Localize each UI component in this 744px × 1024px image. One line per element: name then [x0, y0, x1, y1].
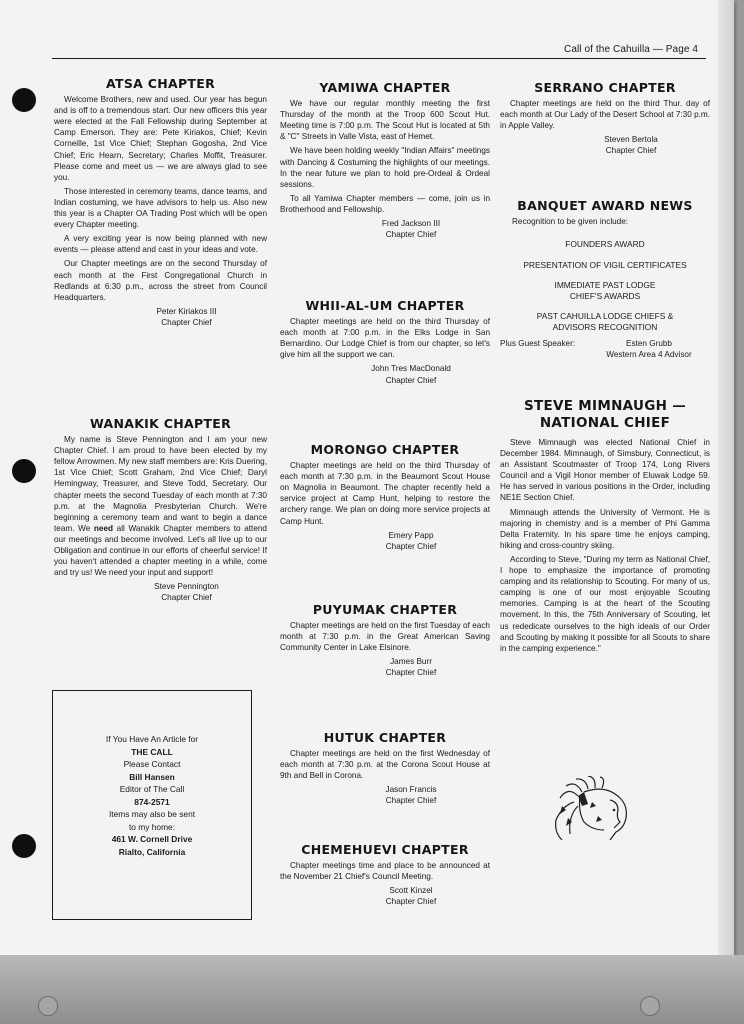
speaker-role: Western Area 4 Advisor: [606, 350, 692, 360]
article-title: MORONGO CHAPTER: [310, 442, 460, 457]
indian-chief-headdress-icon: [548, 776, 648, 846]
article-wanakik: [54, 418, 267, 604]
box-line: Bill Hansen: [129, 771, 175, 782]
signature-role: Chapter Chief: [385, 796, 437, 806]
article-title: ATSA CHAPTER: [105, 76, 216, 91]
title-line: STEVE MIMNAUGH —: [523, 398, 687, 414]
page-header: Call of the Cahuilla — Page 4: [564, 44, 699, 55]
article-title: PUYUMAK CHAPTER: [312, 602, 458, 617]
box-line: Items may also be sent: [108, 809, 196, 819]
article-whii-al-um: [280, 300, 490, 386]
signature-role: Chapter Chief: [385, 541, 437, 551]
article-hutuk: [280, 732, 490, 807]
signature-name: Steve Pennington: [154, 582, 219, 592]
award-line: IMMEDIATE PAST LODGE: [554, 280, 656, 291]
article-title: [500, 398, 710, 432]
article-serrano: [500, 82, 710, 157]
article-mimnaugh: [500, 398, 710, 657]
paragraph: Chapter meetings are held on the third Thur. day of each month at Our Lady of the Desert School at 7:30 p.m. in Apple Valley.: [500, 99, 710, 131]
article-title: CHEMEHUEVI CHAPTER: [301, 842, 469, 857]
article-title: HUTUK CHAPTER: [323, 730, 447, 745]
signature-name: James Burr: [390, 657, 432, 667]
paragraph-text: My name is Steve Pennington and I am your new Chapter Chief. I am proud to have been elected by my fellow Arrowmen. My new staff members are: Kris Duering, 1st Vice Chief; Scott Graham, 2nd Vice Chief; Daryl Hemingway, Treasurer, and Steve Todd, Secretary. Our chapter meets the second Tuesday of each month at 7:30 p.m. at the Magnolia Presbyterian Church. We're beginning a ceremony team and want to begin a dance team. We: [54, 435, 267, 533]
paragraph: Welcome Brothers, new and used. Our year has begun and is off to a tremendous start. Our new officers this year were elected at the Fall Fellowship during September at Camp Emerson. They are: Pete Kiriakos, Chief; Kevin Corneille, 1st Vice Chief; Stephan Gogosha, 2nd Vice Chief; Eric Hearn, Secretary; Charles Moffit, Treasurer. Please come and meet us — we are always glad to see you.: [54, 95, 267, 182]
signature-name: Jason Francis: [385, 785, 437, 795]
article-puyumak: [280, 604, 490, 679]
article-banquet: [500, 200, 710, 362]
signature-role: Chapter Chief: [385, 668, 437, 678]
article-morongo: [280, 444, 490, 552]
article-title: BANQUET AWARD NEWS: [517, 198, 693, 213]
paragraph: Steve Mimnaugh was elected National Chief in December 1984. Mimnaugh, of Simsbury, Connecticut, is an Assistant Scoutmaster of Troop 174, Long Rivers Council and a Vigil Honor member of Eluwak Lodge 59. He has served in various positions in the Order, including NE1E Section Chief.: [500, 438, 710, 503]
paragraph: Chapter meetings time and place to be announced at the November 21 Chief's Council Meeting.: [280, 861, 490, 882]
paragraph: A very exciting year is now being planned with new events — please attend and cast in your ideas and vote.: [54, 234, 267, 255]
box-line: 874-2571: [134, 796, 170, 807]
binder-hole-icon: [12, 459, 36, 483]
binder-hole-icon: [12, 88, 36, 112]
signature-name: Fred Jackson III: [381, 219, 441, 229]
box-line: THE CALL: [131, 746, 173, 757]
paragraph: Chapter meetings are held on the third Thursday of each month at 7:30 p.m. in the Beaumont Scout House on Magnolia in Beaumont. The chapter recently held a service project at Camp Hunt, helping to restore the archery range. We plan on doing more service projects at Camp Hunt.: [280, 461, 490, 526]
box-line: Rialto, California: [118, 846, 186, 857]
paragraph: To all Yamiwa Chapter members — come, join us in Brotherhood and Fellowship.: [280, 193, 490, 214]
paragraph: Our Chapter meetings are on the second Thursday of each month at the First Congregational Church in Redlands at 6:30 p.m., across the street from Council Headquarters.: [54, 259, 267, 302]
article-chemehuevi: [280, 844, 490, 907]
binder-hole-icon: [12, 834, 36, 858]
header-divider: [52, 58, 706, 59]
signature-name: Peter Kiriakos III: [156, 306, 217, 316]
award-item: PRESENTATION OF VIGIL CERTIFICATES: [523, 259, 687, 270]
box-line: to my home:: [128, 821, 176, 832]
signature-role: Chapter Chief: [161, 317, 212, 327]
signature-role: Chapter Chief: [385, 375, 437, 385]
box-line: Editor of The Call: [119, 784, 185, 794]
speaker-name: Esten Grubb: [626, 339, 672, 349]
article-title: YAMIWA CHAPTER: [319, 80, 451, 95]
paragraph-text: all Wanakik Chapter members to attend our meetings and become involved. Let's all live up to our Obligation and continue in our efforts of cheerful service! If you haven't attended a chapter meeting in a while, come and try us! We need your input and support!: [54, 523, 267, 578]
signature-role: Chapter Chief: [605, 146, 657, 156]
paragraph: According to Steve, "During my term as National Chief, I hope to emphasize the importance of promoting camping and its relationship to Scouting. For many of us, camping is one of our most enjoyable Scouting memories. Camping is at the heart of the Scouting movement. In this, the 75th Anniversary of Scouting, let us rededicate ourselves to the high ideals of our Order and Scouting by making it possible for all Scouts to share in the camping experience.": [500, 554, 710, 653]
award-line: CHIEF'S AWARDS: [569, 290, 641, 301]
box-line: Please Contact: [123, 759, 181, 769]
binder-ring-icon: [38, 996, 58, 1016]
signature-name: Steven Bertola: [604, 135, 658, 145]
title-line: NATIONAL CHIEF: [539, 415, 671, 431]
signature-role: Chapter Chief: [385, 230, 437, 240]
emphasis-text: need: [93, 523, 114, 533]
article-title: WHII-AL-UM CHAPTER: [305, 298, 465, 313]
signature-name: John Tres MacDonald: [371, 364, 451, 374]
underlying-sheet: [0, 955, 744, 1024]
paragraph: We have our regular monthly meeting the first Thursday of the month at the Troop 600 Scout Hut. Meeting time is 7:00 p.m. The Scout Hut is located at 5th & "C" Streets in Valle Vista, east of Hemet.: [280, 99, 490, 142]
box-line: If You Have An Article for: [105, 734, 199, 744]
guest-speaker: [500, 338, 710, 362]
signature-name: Emery Papp: [388, 530, 434, 540]
article-title: WANAKIK CHAPTER: [89, 416, 232, 431]
speaker-info: [594, 338, 704, 360]
paragraph: Chapter meetings are held on the first Tuesday of each month at 7:30 p.m. in the Great American Saving Community Center in Lake Elsinore.: [280, 621, 490, 653]
award-item: FOUNDERS AWARD: [565, 239, 645, 250]
binder-ring-icon: [640, 996, 660, 1016]
paragraph: We have been holding weekly "Indian Affairs" meetings with Dancing & Costuming the highlights of our meetings. In the near future we plan to hold pre-Ordeal & Ordeal sessions.: [280, 146, 490, 189]
paragraph: Those interested in ceremony teams, dance teams, and Indian costuming, we have advisors to help us. Also new this year is a Chapter OA Trading Post which will be open every Chapter meeting.: [54, 186, 267, 230]
page-edge: [718, 0, 734, 958]
intro-text: Recognition to be given include:: [512, 217, 629, 227]
article-yamiwa: [280, 82, 490, 240]
contact-box: [52, 690, 252, 920]
paragraph: Chapter meetings are held on the first Wednesday of each month at 7:30 p.m. at the Corona Scout House at 9th and Bell in Corona.: [280, 749, 490, 781]
paragraph: [54, 434, 267, 578]
paragraph: Mimnaugh attends the University of Vermont. He is majoring in chemistry and is a member of Phi Gamma Delta Fraternity. In his spare time he enjoys camping, hiking and cross-country skiing.: [500, 507, 710, 550]
signature-name: Scott Kinzel: [389, 886, 433, 896]
award-item: [500, 280, 710, 301]
paragraph: Chapter meetings are held on the third Thursday of each month at 7:00 p.m. in the Elks Lodge in San Bernardino. Our Lodge Chief is from our chapter, so let's give him all the support we can.: [280, 317, 490, 360]
article-atsa: [54, 78, 267, 328]
box-line: 461 W. Cornell Drive: [111, 834, 193, 844]
speaker-label: Plus Guest Speaker:: [500, 339, 576, 349]
signature-role: Chapter Chief: [385, 897, 437, 907]
award-item: [500, 311, 710, 332]
award-line: ADVISORS RECOGNITION: [552, 321, 658, 332]
award-line: PAST CAHUILLA LODGE CHIEFS &: [536, 311, 674, 322]
signature-role: Chapter Chief: [161, 593, 212, 603]
article-title: SERRANO CHAPTER: [534, 80, 676, 95]
